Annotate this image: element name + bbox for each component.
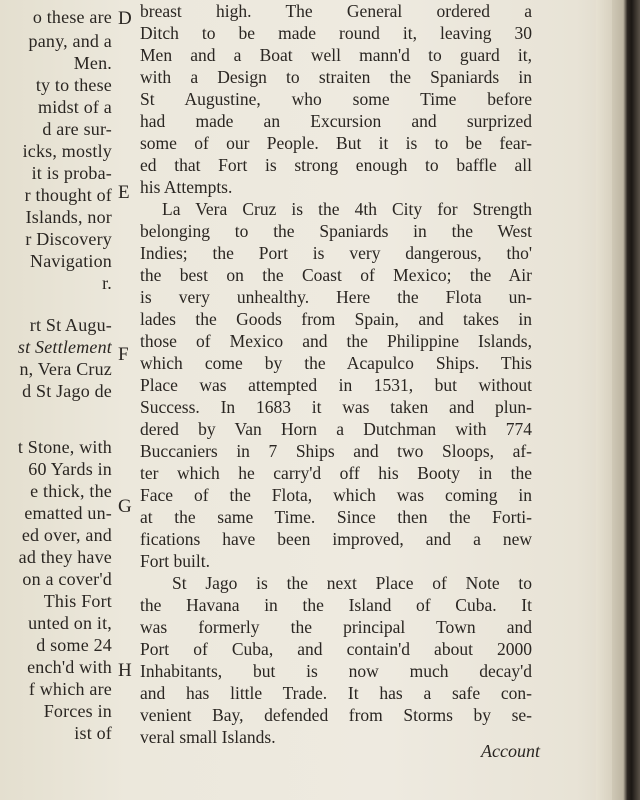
main-line: ed that Fort is strong enough to baffle all xyxy=(140,155,532,175)
main-line: the best on the Coast of Mexico; the Air xyxy=(140,265,532,285)
main-text-column xyxy=(140,0,540,800)
main-line: those of Mexico and the Philippine Islands, xyxy=(140,331,532,351)
main-line: Fort built. xyxy=(140,551,211,571)
left-line: d St Jago de xyxy=(22,381,112,401)
catchword: Account xyxy=(481,741,540,761)
left-line: d some 24 xyxy=(36,635,112,655)
left-line: it is proba- xyxy=(31,163,112,183)
main-line: Face of the Flota, which was coming in xyxy=(140,485,532,505)
left-line: ematted un- xyxy=(24,503,112,523)
main-line: with a Design to straiten the Spaniards in xyxy=(140,67,532,87)
left-line: Navigation xyxy=(30,251,112,271)
main-line: his Attempts. xyxy=(140,177,233,197)
margin-letter: H xyxy=(118,660,132,681)
left-line: r. xyxy=(102,273,112,293)
left-text-column xyxy=(0,0,112,800)
main-line: had made an Excursion and surprized xyxy=(140,111,532,131)
left-line: e thick, the xyxy=(30,481,112,501)
main-line: lades the Goods from Spain, and takes in xyxy=(140,309,532,329)
page-edge xyxy=(596,0,612,800)
left-line: ad they have xyxy=(18,547,112,567)
main-line: St Augustine, who some Time before xyxy=(140,89,532,109)
main-line: Buccaniers in 7 Ships and two Sloops, af- xyxy=(140,441,532,461)
main-line: Men and a Boat well mann'd to guard it, xyxy=(140,45,532,65)
left-line: f which are xyxy=(28,679,112,699)
main-line: St Jago is the next Place of Note to xyxy=(172,573,532,593)
main-line: Port of Cuba, and contain'd about 2000 xyxy=(140,639,532,659)
left-line: ench'd with xyxy=(27,657,112,677)
binding-shadow xyxy=(612,0,640,800)
main-line: fications have been improved, and a new xyxy=(140,529,532,549)
left-line: midst of a xyxy=(38,97,112,117)
main-line: La Vera Cruz is the 4th City for Strength xyxy=(162,199,532,219)
left-line: This Fort xyxy=(43,591,112,611)
main-line: Place was attempted in 1531, but without xyxy=(140,375,532,395)
main-line: Inhabitants, but is now much decay'd xyxy=(140,661,532,681)
main-line: at the same Time. Since then the Forti- xyxy=(140,507,532,527)
left-line: ist of xyxy=(74,723,112,743)
main-line: which come by the Acapulco Ships. This xyxy=(140,353,532,373)
left-line: Men. xyxy=(73,53,112,73)
left-line: Islands, nor xyxy=(25,207,112,227)
margin-letter: G xyxy=(118,496,132,517)
main-line: was formerly the principal Town and xyxy=(140,617,532,637)
left-line: unted on it, xyxy=(28,613,112,633)
main-line: the Havana in the Island of Cuba. It xyxy=(140,595,532,615)
margin-letter: F xyxy=(118,344,129,365)
main-line: Indies; the Port is very dangerous, tho' xyxy=(140,243,532,263)
main-line: belonging to the Spaniards in the West xyxy=(140,221,532,241)
left-line: r thought of xyxy=(24,185,112,205)
left-line: on a cover'd xyxy=(22,569,112,589)
main-line: and has little Trade. It has a safe con- xyxy=(140,683,532,703)
main-line: veral small Islands. xyxy=(140,727,276,747)
left-line: d are sur- xyxy=(42,119,112,139)
main-line: Success. In 1683 it was taken and plun- xyxy=(140,397,532,417)
left-line: st Settlement xyxy=(17,337,112,357)
left-line: 60 Yards in xyxy=(28,459,112,479)
margin-letter: D xyxy=(118,8,132,29)
left-line: ed over, and xyxy=(21,525,112,545)
left-line: rt St Augu- xyxy=(29,315,112,335)
left-line: Forces in xyxy=(43,701,112,721)
left-line: r Discovery xyxy=(25,229,112,249)
main-line: dered by Van Horn a Dutchman with 774 xyxy=(140,419,532,439)
margin-letter: E xyxy=(118,182,130,203)
left-line: ty to these xyxy=(35,75,112,95)
left-line: t Stone, with xyxy=(17,437,112,457)
main-line: ter which he carry'd off his Booty in the xyxy=(140,463,532,483)
left-line: pany, and a xyxy=(28,31,112,51)
left-line: o these are xyxy=(32,7,112,27)
main-line: some of our People. But it is to be fear- xyxy=(140,133,532,153)
left-line: n, Vera Cruz xyxy=(19,359,112,379)
left-line: icks, mostly xyxy=(22,141,112,161)
main-line: venient Bay, defended from Storms by se- xyxy=(140,705,532,725)
main-line: Ditch to be made round it, leaving 30 xyxy=(140,23,532,43)
main-line: breast high. The General ordered a xyxy=(140,1,532,21)
main-line: is very unhealthy. Here the Flota un- xyxy=(140,287,532,307)
